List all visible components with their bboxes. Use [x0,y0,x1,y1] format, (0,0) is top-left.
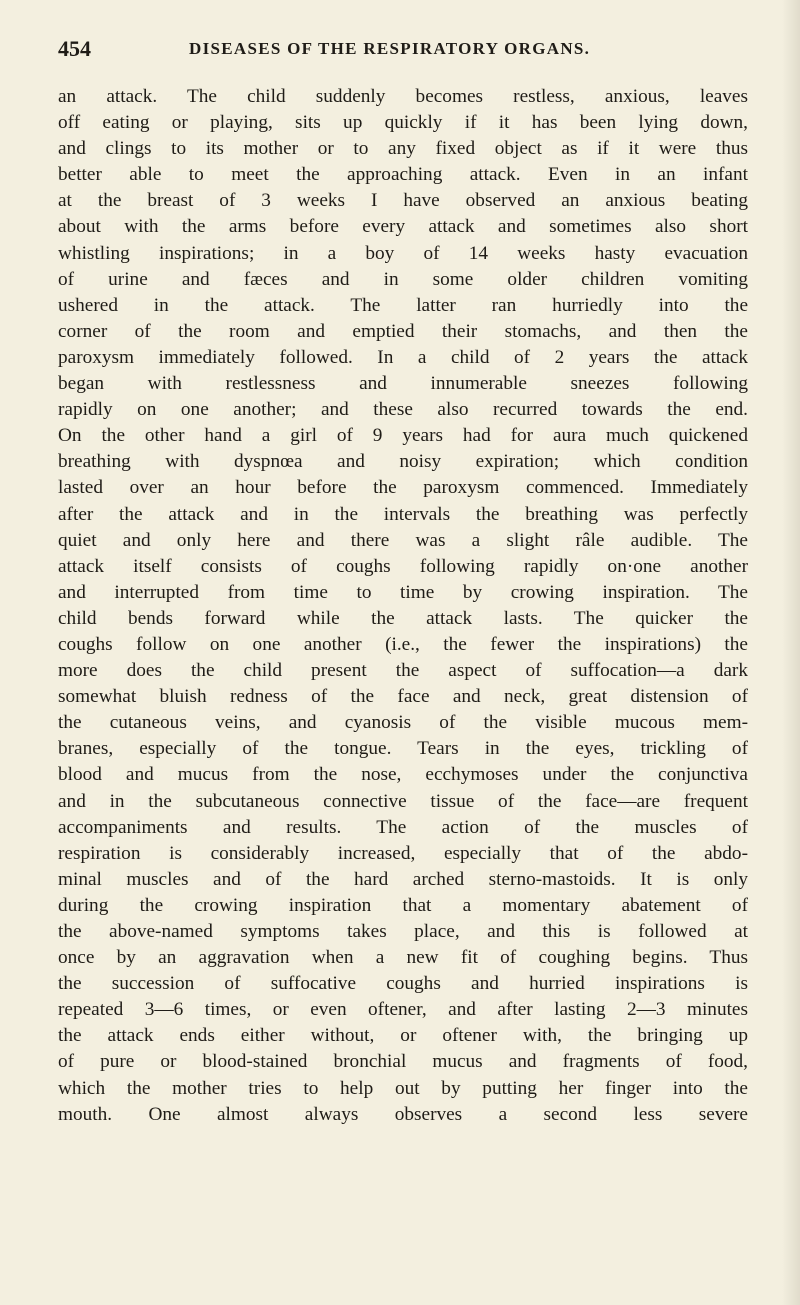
text-line: at the breast of 3 weeks I have observed an anxious beating [58,190,748,212]
text-line: of urine and fæces and in some older children vomiting [58,268,748,290]
page-header [58,36,748,66]
text-line: and in the subcutaneous connective tissue of the face—are frequent [58,790,748,812]
text-line: coughs follow on one another (i.e., the fewer the inspirations) the [58,633,748,655]
body-text [58,84,748,1128]
text-line: lasted over an hour before the paroxysm commenced. Immediately [58,477,748,499]
text-line: once by an aggravation when a new fit of coughing begins. Thus [58,947,748,969]
text-line: the cutaneous veins, and cyanosis of the visible mucous mem- [58,712,748,734]
text-line: of pure or blood-stained bronchial mucus and fragments of food, [58,1051,748,1073]
text-line: minal muscles and of the hard arched sterno-mastoids. It is only [58,868,748,890]
text-line: whistling inspirations; in a boy of 14 weeks hasty evacuation [58,242,748,264]
text-line: attack itself consists of coughs following rapidly on·one another [58,555,748,577]
text-line: began with restlessness and innumerable sneezes following [58,373,748,395]
text-line: respiration is considerably increased, especially that of the abdo- [58,842,748,864]
text-line: and interrupted from time to time by crowing inspiration. The [58,581,748,603]
text-line: the above-named symptoms takes place, and this is followed at [58,921,748,942]
text-line: and clings to its mother or to any fixed object as if it were thus [58,138,748,160]
text-line: breathing with dyspnœa and noisy expiration; which condition [58,451,748,473]
text-line: better able to meet the approaching attack. Even in an infant [58,164,748,186]
text-line: during the crowing inspiration that a momentary abatement of [58,894,748,916]
text-line: On the other hand a girl of 9 years had for aura much quickened [58,425,748,447]
text-line: an attack. The child suddenly becomes restless, anxious, leaves [58,86,748,107]
text-line: quiet and only here and there was a slight râle audible. The [58,529,748,551]
text-line: off eating or playing, sits up quickly if it has been lying down, [58,112,748,134]
page-edge-shadow [782,0,800,1305]
text-line: the attack ends either without, or oftener with, the bringing up [58,1025,748,1047]
text-line: repeated 3—6 times, or even oftener, and after lasting 2—3 minutes [58,999,748,1021]
text-line: paroxysm immediately followed. In a child of 2 years the attack [58,346,748,368]
text-line: somewhat bluish redness of the face and neck, great distension of [58,686,748,708]
text-line: blood and mucus from the nose, ecchymoses under the conjunctiva [58,764,748,786]
running-head: DISEASES OF THE RESPIRATORY ORGANS. [189,39,591,58]
text-line: ushered in the attack. The latter ran hurriedly into the [58,294,748,316]
text-line: branes, especially of the tongue. Tears in the eyes, trickling of [58,738,748,760]
text-line: rapidly on one another; and these also recurred towards the end. [58,399,748,421]
text-line: mouth. One almost always observes a second less severe [58,1103,748,1125]
text-line: more does the child present the aspect of suffocation—a dark [58,660,748,682]
text-line: the succession of suffocative coughs and hurried inspirations is [58,973,748,995]
text-line: child bends forward while the attack lasts. The quicker the [58,607,748,629]
text-line: accompaniments and results. The action of the muscles of [58,816,748,838]
page-number: 454 [58,36,91,61]
text-line: corner of the room and emptied their stomachs, and then the [58,320,748,342]
text-line: after the attack and in the intervals the breathing was perfectly [58,503,748,525]
text-line: about with the arms before every attack and sometimes also short [58,216,748,238]
text-line: which the mother tries to help out by putting her finger into the [58,1077,748,1099]
